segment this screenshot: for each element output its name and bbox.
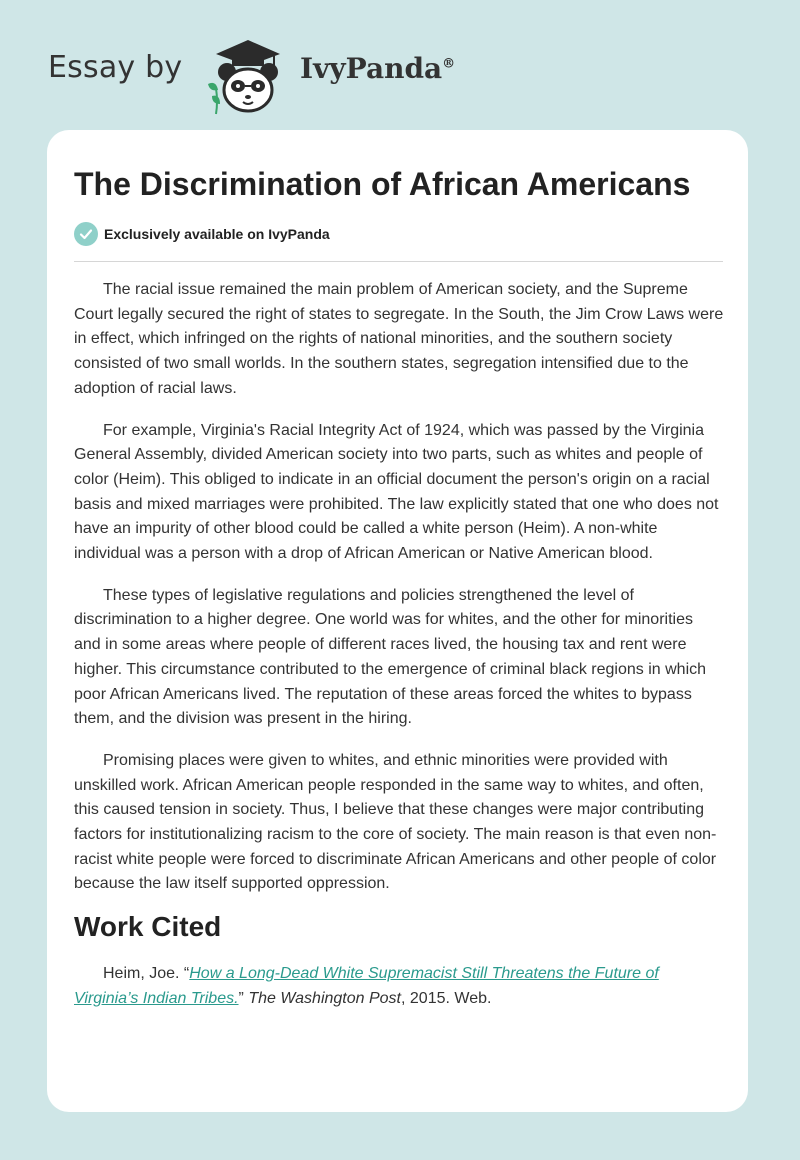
essay-card: [47, 130, 748, 1112]
citation-link[interactable]: How a Long-Dead White Supremacist Still Threatens the Future of Virginia’s Indian Tribes.: [74, 964, 659, 1007]
page-title: The Discrimination of African Americans: [74, 166, 691, 202]
works-cited-heading: Work Cited: [74, 911, 222, 943]
check-icon: [74, 222, 98, 246]
ivypanda-logo-icon[interactable]: [202, 36, 292, 116]
citation-quote-close: ”: [238, 989, 249, 1007]
paragraph: Promising places were given to whites, and ethnic minorities were provided with unskilled work. African American people responded in the same way to whites, and often, this caused tension in society. Thus, I believe that these changes were major contributing factors for institutionalizing racism to the core of society. The main reason is that even non-racist white people were forced to discriminate African Americans and other people of color because the law itself supported oppression.: [74, 751, 717, 893]
paragraph: The racial issue remained the main problem of American society, and the Supreme Court legally secured the right of states to segregate. In the South, the Jim Crow Laws were in effect, which infringed on the rights of national minorities, and the southern society consisted of two small worlds. In the southern states, segregation intensified due to the adoption of racial laws.: [74, 281, 724, 397]
paragraph: These types of legislative regulations and policies strengthened the level of discrimination to a higher degree. One world was for whites, and the other for minorities and in some areas where people of different races lived, the housing tax and rent were higher. This circumstance contributed to the emergence of criminal black regions in which poor African Americans lived. The reputation of these areas forced the whites to bypass them, and the division was present in the hiring.: [74, 586, 707, 728]
divider: [74, 261, 723, 262]
citation-source: The Washington Post: [248, 989, 401, 1007]
exclusive-badge: [74, 222, 330, 246]
paragraph: For example, Virginia's Racial Integrity Act of 1924, which was passed by the Virginia General Assembly, divided American society into two parts, such as whites and people of color (Heim). This obliged to indicate in an official document the person's origin on a racial basis and mixed marriages were prohibited. The law explicitly stated that one who does not have an impurity of other blood could be called a white person (Heim). A non-white individual was a person with a drop of African American or Native American blood.: [74, 421, 719, 563]
essay-body: [74, 278, 724, 1028]
citation-author: Heim, Joe. “: [103, 964, 190, 982]
citation: [74, 962, 724, 1011]
brand-name[interactable]: IvyPanda®: [300, 52, 456, 85]
essay-by-label: Essay by: [48, 50, 183, 85]
citation-rest: , 2015. Web.: [401, 989, 492, 1007]
badge-label: Exclusively available on IvyPanda: [104, 226, 330, 242]
site-header: [48, 36, 468, 116]
